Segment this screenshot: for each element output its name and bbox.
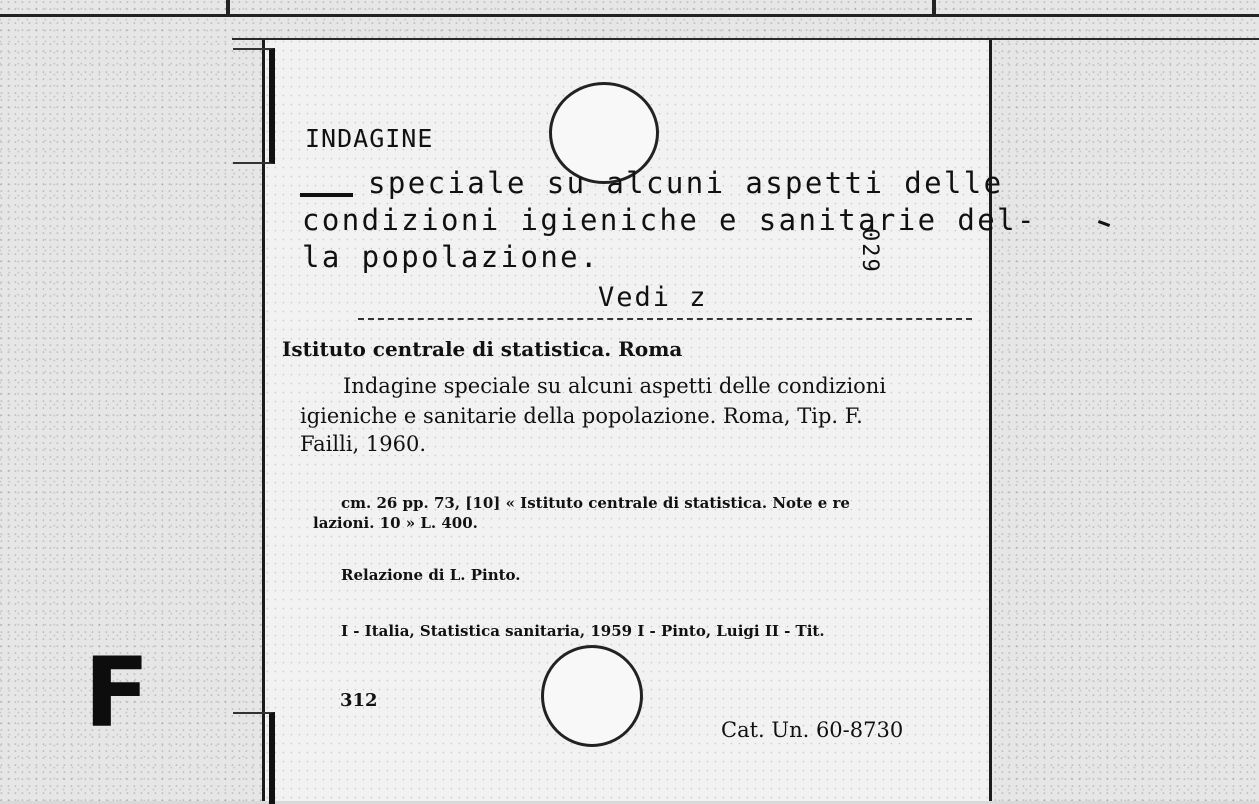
drawer-letter: F (84, 637, 150, 749)
title-line: la popolazione. (302, 240, 600, 274)
card-tab-top (233, 48, 275, 164)
divider-mark (226, 0, 230, 16)
punch-hole-bottom (541, 645, 643, 747)
divider-mark (932, 0, 936, 16)
top-card-edge (0, 0, 1259, 17)
entry-author: Istituto centrale di statistica. Roma (282, 337, 683, 361)
title-line: speciale su alcuni aspetti delle (368, 166, 1004, 200)
entry-number: 312 (340, 690, 378, 711)
blank-line (300, 193, 353, 197)
description-line: Failli, 1960. (300, 432, 426, 456)
description-line: Indagine speciale su alcuni aspetti delle condizioni (343, 374, 887, 398)
entry-tracings: I - Italia, Statistica sanitaria, 1959 I - Pinto, Luigi II - Tit. (341, 622, 825, 640)
title-line: condizioni igieniche e sanitarie del- (302, 203, 1037, 237)
see-also: Vedi z (598, 282, 708, 313)
collation-line: cm. 26 pp. 73, [10] « Istituto centrale di statistica. Note e re (341, 494, 850, 512)
catalog-number: Cat. Un. 60-8730 (721, 718, 904, 742)
card-heading: INDAGINE (305, 124, 434, 153)
collation-line: lazioni. 10 » L. 400. (313, 514, 478, 532)
card-top-border (232, 38, 1259, 40)
divider-rule (358, 318, 972, 320)
vertical-number: 029 (857, 228, 882, 274)
card-tab-bottom (233, 712, 275, 804)
description-line: igieniche e sanitarie della popolazione. Roma, Tip. F. (300, 404, 863, 428)
entry-note: Relazione di L. Pinto. (341, 566, 521, 584)
